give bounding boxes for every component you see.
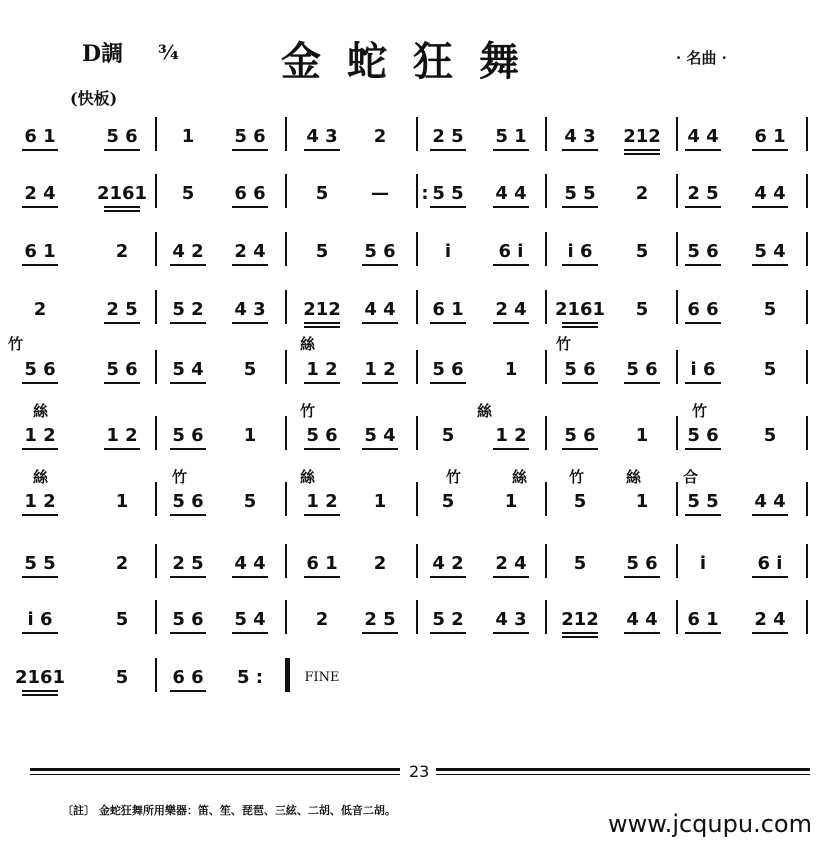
note-group: 5 5 bbox=[432, 183, 464, 204]
beam-underline bbox=[22, 690, 58, 692]
beam-underline bbox=[170, 322, 206, 324]
instrument-cue: 絲 bbox=[626, 468, 642, 486]
beam-underline bbox=[22, 206, 58, 208]
note-group: 2 5 bbox=[172, 553, 204, 574]
barline bbox=[155, 232, 157, 266]
note-group: 1 2 bbox=[364, 359, 396, 380]
barline bbox=[285, 232, 287, 266]
beam-underline bbox=[22, 382, 58, 384]
beam-underline bbox=[22, 264, 58, 266]
beam-underline bbox=[232, 576, 268, 578]
beam-underline bbox=[104, 210, 140, 212]
note-group: 1 2 bbox=[495, 425, 527, 446]
note-group: 1 bbox=[504, 491, 518, 512]
note-group: 4 3 bbox=[495, 609, 527, 630]
beam-underline bbox=[685, 514, 721, 516]
barline bbox=[285, 416, 287, 450]
page-title: 金蛇狂舞 bbox=[281, 38, 545, 85]
instrument-cue: 竹 bbox=[8, 335, 24, 353]
score-line bbox=[0, 552, 826, 592]
beam-underline bbox=[22, 694, 58, 696]
note-group: 5 6 bbox=[106, 126, 138, 147]
beam-underline bbox=[362, 632, 398, 634]
beam-underline bbox=[232, 149, 268, 151]
beam-underline bbox=[493, 264, 529, 266]
note-group: 4 4 bbox=[495, 183, 527, 204]
tempo-marking: (快板) bbox=[70, 89, 118, 108]
note-group: 4 3 bbox=[564, 126, 596, 147]
barline bbox=[416, 117, 418, 151]
note-group: i bbox=[699, 553, 707, 574]
beam-underline bbox=[304, 576, 340, 578]
note-group: 4 4 bbox=[234, 553, 266, 574]
note-group: i bbox=[444, 241, 452, 262]
beam-underline bbox=[170, 264, 206, 266]
repeat-sign: : bbox=[421, 183, 429, 204]
barline bbox=[806, 174, 808, 208]
barline bbox=[545, 117, 547, 151]
barline bbox=[545, 232, 547, 266]
beam-underline bbox=[362, 264, 398, 266]
beam-underline bbox=[624, 153, 660, 155]
note-group: 6 1 bbox=[432, 299, 464, 320]
beam-underline bbox=[493, 632, 529, 634]
note-group: 212 bbox=[623, 126, 661, 147]
beam-underline bbox=[685, 448, 721, 450]
beam-underline bbox=[562, 149, 598, 151]
beam-underline bbox=[170, 448, 206, 450]
note-group: 5 6 bbox=[626, 553, 658, 574]
note-group: 5 6 bbox=[364, 241, 396, 262]
note-group: 6 6 bbox=[234, 183, 266, 204]
note-group: 2 5 bbox=[687, 183, 719, 204]
note-group: 5 bbox=[635, 299, 649, 320]
note-group: 5 : bbox=[237, 667, 263, 688]
barline bbox=[285, 544, 287, 578]
note-group: 5 bbox=[315, 183, 329, 204]
note-group: 5 6 bbox=[172, 425, 204, 446]
page-number: 23 bbox=[409, 762, 430, 781]
beam-underline bbox=[232, 322, 268, 324]
note-group: 5 bbox=[181, 183, 195, 204]
note-group: 5 bbox=[115, 667, 129, 688]
note-group: 4 4 bbox=[364, 299, 396, 320]
beam-underline bbox=[562, 632, 598, 634]
beam-underline bbox=[430, 382, 466, 384]
beam-underline bbox=[104, 206, 140, 208]
footnote: 〔註〕 金蛇狂舞所用樂器：笛、笙、琵琶、三絃、二胡、低音二胡。 bbox=[62, 804, 396, 817]
note-group: 1 2 bbox=[306, 359, 338, 380]
barline bbox=[806, 416, 808, 450]
beam-underline bbox=[170, 382, 206, 384]
barline bbox=[806, 290, 808, 324]
note-group: 5 2 bbox=[172, 299, 204, 320]
note-group: i 6 bbox=[27, 609, 53, 630]
note-group: 1 2 bbox=[24, 491, 56, 512]
barline bbox=[806, 544, 808, 578]
note-group: 5 bbox=[763, 425, 777, 446]
note-group: 5 6 bbox=[687, 241, 719, 262]
score-line bbox=[0, 358, 826, 398]
beam-underline bbox=[22, 448, 58, 450]
beam-underline bbox=[362, 382, 398, 384]
final-barline bbox=[285, 658, 290, 692]
beam-underline bbox=[104, 448, 140, 450]
beam-underline bbox=[685, 322, 721, 324]
beam-underline bbox=[430, 322, 466, 324]
beam-underline bbox=[304, 448, 340, 450]
beam-underline bbox=[170, 632, 206, 634]
beam-underline bbox=[685, 632, 721, 634]
instrument-cue: 竹 bbox=[692, 402, 708, 420]
beam-underline bbox=[752, 514, 788, 516]
note-group: 5 6 bbox=[172, 491, 204, 512]
note-group: 2 5 bbox=[432, 126, 464, 147]
note-group: 4 3 bbox=[306, 126, 338, 147]
barline bbox=[155, 658, 157, 692]
note-group: 2 5 bbox=[364, 609, 396, 630]
barline bbox=[416, 416, 418, 450]
beam-underline bbox=[562, 326, 598, 328]
barline bbox=[416, 600, 418, 634]
fine-marking: FINE bbox=[304, 670, 340, 685]
beam-underline bbox=[22, 149, 58, 151]
barline bbox=[285, 117, 287, 151]
note-group: 5 bbox=[763, 359, 777, 380]
note-group: 6 1 bbox=[306, 553, 338, 574]
score-line bbox=[0, 240, 826, 280]
beam-underline bbox=[430, 632, 466, 634]
beam-underline bbox=[562, 636, 598, 638]
note-group: 1 bbox=[243, 425, 257, 446]
instrument-cue: 絲 bbox=[300, 468, 316, 486]
footer-rule-left-thick bbox=[30, 768, 400, 771]
note-group: 1 bbox=[115, 491, 129, 512]
note-group: i 6 bbox=[567, 241, 593, 262]
barline bbox=[545, 416, 547, 450]
instrument-cue: 絲 bbox=[33, 402, 49, 420]
beam-underline bbox=[232, 632, 268, 634]
source-label: · 名曲 · bbox=[676, 49, 727, 67]
beam-underline bbox=[562, 322, 598, 324]
beam-underline bbox=[752, 206, 788, 208]
note-group: 6 1 bbox=[24, 241, 56, 262]
note-group: 5 bbox=[573, 553, 587, 574]
beam-underline bbox=[562, 206, 598, 208]
score-line bbox=[0, 666, 826, 706]
beam-underline bbox=[493, 149, 529, 151]
beam-underline bbox=[430, 149, 466, 151]
barline bbox=[545, 544, 547, 578]
beam-underline bbox=[232, 264, 268, 266]
note-group: 5 4 bbox=[172, 359, 204, 380]
score-line bbox=[0, 125, 826, 165]
time-signature: ¾ bbox=[158, 40, 179, 64]
note-group: 4 4 bbox=[687, 126, 719, 147]
instrument-cue: 絲 bbox=[33, 468, 49, 486]
beam-underline bbox=[22, 514, 58, 516]
note-group: 5 bbox=[441, 425, 455, 446]
note-group: 5 5 bbox=[24, 553, 56, 574]
note-group: 6 1 bbox=[687, 609, 719, 630]
beam-underline bbox=[493, 448, 529, 450]
note-group: 5 2 bbox=[432, 609, 464, 630]
note-group: 1 bbox=[373, 491, 387, 512]
beam-underline bbox=[624, 382, 660, 384]
note-group: 6 6 bbox=[172, 667, 204, 688]
instrument-cue: 竹 bbox=[300, 402, 316, 420]
note-group: 5 4 bbox=[364, 425, 396, 446]
barline bbox=[806, 482, 808, 516]
barline bbox=[545, 174, 547, 208]
beam-underline bbox=[562, 382, 598, 384]
beam-underline bbox=[624, 576, 660, 578]
beam-underline bbox=[685, 382, 721, 384]
score-line bbox=[0, 490, 826, 530]
barline bbox=[285, 600, 287, 634]
instrument-cue: 合 bbox=[683, 468, 699, 486]
barline bbox=[806, 600, 808, 634]
barline bbox=[416, 482, 418, 516]
note-group: 2 bbox=[373, 553, 387, 574]
note-group: 6 6 bbox=[687, 299, 719, 320]
note-group: 2 4 bbox=[495, 553, 527, 574]
barline bbox=[416, 290, 418, 324]
note-group: 5 6 bbox=[106, 359, 138, 380]
barline bbox=[545, 482, 547, 516]
note-group: 4 2 bbox=[172, 241, 204, 262]
beam-underline bbox=[430, 206, 466, 208]
barline bbox=[155, 600, 157, 634]
note-group: 2 bbox=[115, 553, 129, 574]
note-group: 2 4 bbox=[495, 299, 527, 320]
note-group: 2 bbox=[635, 183, 649, 204]
beam-underline bbox=[562, 264, 598, 266]
barline bbox=[155, 174, 157, 208]
note-group: 5 4 bbox=[234, 609, 266, 630]
beam-underline bbox=[685, 149, 721, 151]
beam-underline bbox=[104, 382, 140, 384]
note-group: 5 6 bbox=[234, 126, 266, 147]
note-group: 212 bbox=[303, 299, 341, 320]
score-line bbox=[0, 182, 826, 222]
beam-underline bbox=[493, 206, 529, 208]
note-group: 2161 bbox=[96, 183, 148, 204]
instrument-cue: 竹 bbox=[172, 468, 188, 486]
score-line bbox=[0, 424, 826, 464]
note-group: 5 bbox=[315, 241, 329, 262]
note-group: 5 6 bbox=[432, 359, 464, 380]
beam-underline bbox=[685, 264, 721, 266]
note-group: 2 bbox=[115, 241, 129, 262]
beam-underline bbox=[304, 514, 340, 516]
barline bbox=[155, 544, 157, 578]
beam-underline bbox=[493, 576, 529, 578]
barline bbox=[416, 350, 418, 384]
note-group: 5 bbox=[243, 491, 257, 512]
note-group: 5 5 bbox=[687, 491, 719, 512]
beam-underline bbox=[362, 448, 398, 450]
score-line bbox=[0, 298, 826, 338]
note-group: 6 1 bbox=[24, 126, 56, 147]
note-group: 2 bbox=[373, 126, 387, 147]
beam-underline bbox=[22, 632, 58, 634]
beam-underline bbox=[493, 322, 529, 324]
note-group: 5 bbox=[635, 241, 649, 262]
note-group: 4 3 bbox=[234, 299, 266, 320]
barline bbox=[806, 232, 808, 266]
note-group: 1 bbox=[181, 126, 195, 147]
note-group: 5 bbox=[573, 491, 587, 512]
note-group: 2161 bbox=[14, 667, 66, 688]
instrument-cue: 絲 bbox=[477, 402, 493, 420]
barline bbox=[545, 600, 547, 634]
key-signature: D調 bbox=[82, 41, 124, 67]
note-group: 5 bbox=[115, 609, 129, 630]
note-group: 5 bbox=[243, 359, 257, 380]
footer-rule-left-thin bbox=[30, 774, 400, 775]
note-group: 1 2 bbox=[106, 425, 138, 446]
barline bbox=[416, 174, 418, 208]
note-group: 5 5 bbox=[564, 183, 596, 204]
note-group: 2 4 bbox=[754, 609, 786, 630]
instrument-cue: 竹 bbox=[569, 468, 585, 486]
beam-underline bbox=[232, 206, 268, 208]
beam-underline bbox=[752, 576, 788, 578]
note-group: 2 5 bbox=[106, 299, 138, 320]
instrument-cue: 絲 bbox=[512, 468, 528, 486]
note-group: 1 2 bbox=[306, 491, 338, 512]
beam-underline bbox=[624, 149, 660, 151]
beam-underline bbox=[304, 322, 340, 324]
beam-underline bbox=[752, 149, 788, 151]
instrument-cue: 絲 bbox=[300, 335, 316, 353]
note-group: 5 6 bbox=[564, 425, 596, 446]
note-group: 1 bbox=[635, 491, 649, 512]
note-group: 5 6 bbox=[626, 359, 658, 380]
barline bbox=[155, 117, 157, 151]
barline bbox=[806, 350, 808, 384]
barline bbox=[545, 350, 547, 384]
site-watermark: www.jcqupu.com bbox=[608, 810, 812, 838]
note-group: 6 i bbox=[498, 241, 524, 262]
note-group: 2 bbox=[315, 609, 329, 630]
note-group: 2 4 bbox=[234, 241, 266, 262]
barline bbox=[155, 350, 157, 384]
barline bbox=[285, 482, 287, 516]
barline bbox=[806, 117, 808, 151]
barline bbox=[285, 350, 287, 384]
beam-underline bbox=[752, 632, 788, 634]
note-group: 5 6 bbox=[24, 359, 56, 380]
beam-underline bbox=[304, 382, 340, 384]
beam-underline bbox=[170, 514, 206, 516]
note-group: 4 2 bbox=[432, 553, 464, 574]
beam-underline bbox=[562, 448, 598, 450]
barline bbox=[416, 544, 418, 578]
beam-underline bbox=[170, 576, 206, 578]
note-group: 5 4 bbox=[754, 241, 786, 262]
note-group: 5 6 bbox=[172, 609, 204, 630]
note-group: 5 bbox=[441, 491, 455, 512]
note-group: 4 4 bbox=[626, 609, 658, 630]
note-group: 1 bbox=[504, 359, 518, 380]
beam-underline bbox=[752, 264, 788, 266]
note-group: 5 6 bbox=[306, 425, 338, 446]
note-group: i 6 bbox=[690, 359, 716, 380]
beam-underline bbox=[430, 576, 466, 578]
beam-underline bbox=[624, 632, 660, 634]
note-group: 4 4 bbox=[754, 491, 786, 512]
beam-underline bbox=[104, 322, 140, 324]
note-group: 1 2 bbox=[24, 425, 56, 446]
beam-underline bbox=[22, 576, 58, 578]
barline bbox=[155, 416, 157, 450]
beam-underline bbox=[685, 206, 721, 208]
note-group: 4 4 bbox=[754, 183, 786, 204]
footer-rule-right-thin bbox=[436, 774, 810, 775]
note-group: 6 i bbox=[757, 553, 783, 574]
barline bbox=[155, 482, 157, 516]
beam-underline bbox=[104, 149, 140, 151]
barline bbox=[285, 174, 287, 208]
barline bbox=[285, 290, 287, 324]
barline bbox=[545, 290, 547, 324]
note-group: 2 bbox=[33, 299, 47, 320]
beam-underline bbox=[304, 326, 340, 328]
instrument-cue: 竹 bbox=[446, 468, 462, 486]
instrument-cue: 竹 bbox=[556, 335, 572, 353]
barline bbox=[155, 290, 157, 324]
score-line bbox=[0, 608, 826, 648]
note-group: 5 1 bbox=[495, 126, 527, 147]
note-group: 2161 bbox=[554, 299, 606, 320]
beam-underline bbox=[362, 322, 398, 324]
barline bbox=[416, 232, 418, 266]
footer-rule-right-thick bbox=[436, 768, 810, 771]
note-group: — bbox=[371, 183, 389, 204]
note-group: 5 bbox=[763, 299, 777, 320]
note-group: 6 1 bbox=[754, 126, 786, 147]
beam-underline bbox=[170, 690, 206, 692]
note-group: 5 6 bbox=[687, 425, 719, 446]
note-group: 212 bbox=[561, 609, 599, 630]
note-group: 2 4 bbox=[24, 183, 56, 204]
note-group: 5 6 bbox=[564, 359, 596, 380]
note-group: 1 bbox=[635, 425, 649, 446]
beam-underline bbox=[304, 149, 340, 151]
